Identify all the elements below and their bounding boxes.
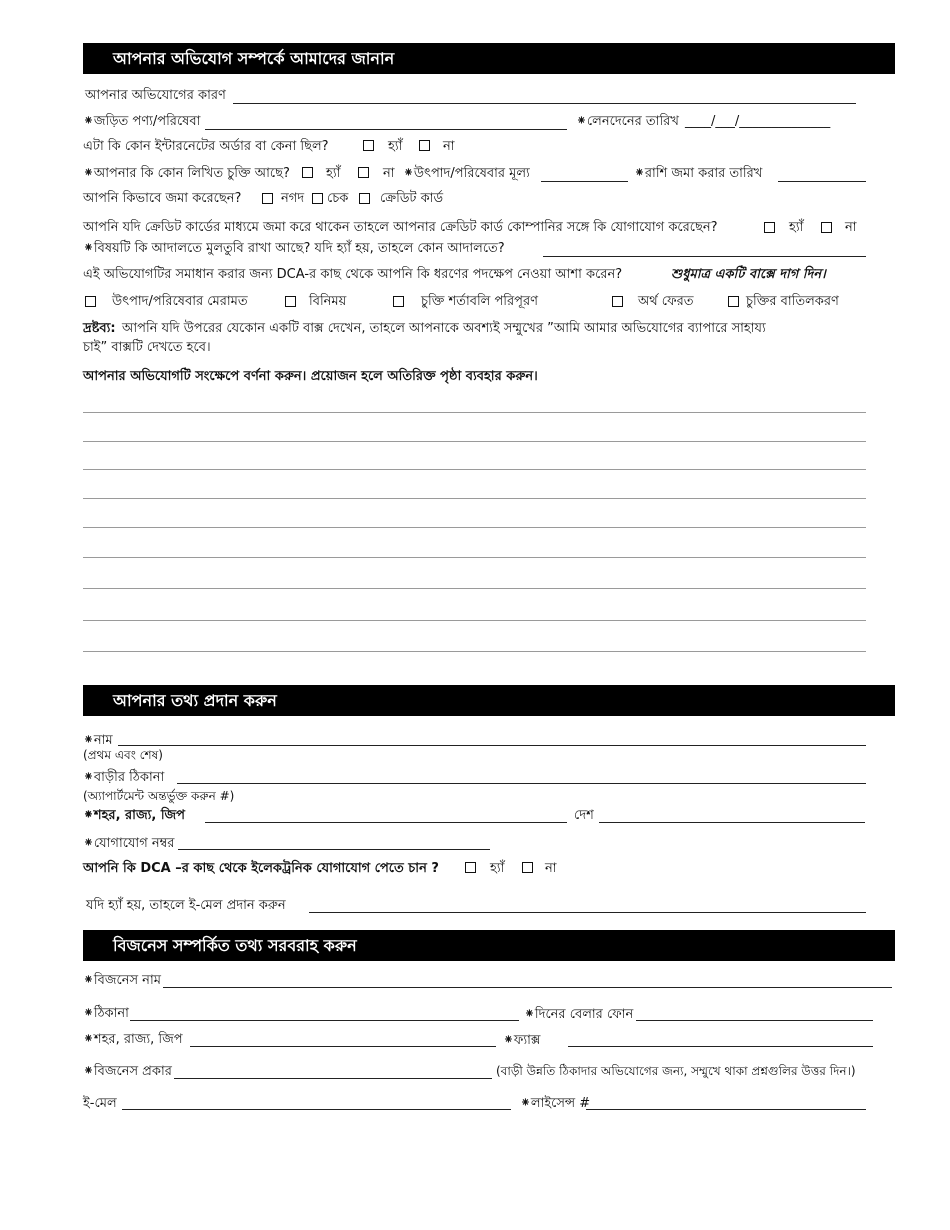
cc-contact-no-label: না (845, 220, 857, 235)
contact-number-label: ⁕যোগাযোগ নম্বর (83, 836, 175, 851)
name-hint: (প্রথম এবং শেষ) (83, 748, 163, 762)
fax-label: ⁕ফ্যাক্স (503, 1033, 541, 1048)
reason-field[interactable] (233, 87, 856, 104)
contract-yes-checkbox[interactable] (302, 167, 313, 178)
contract-no-checkbox[interactable] (358, 167, 369, 178)
business-email-label: ই-মেল (83, 1096, 117, 1111)
check-label: চেক (327, 191, 349, 206)
business-name-label: ⁕বিজনেস নাম (83, 973, 161, 988)
description-line[interactable] (83, 498, 866, 499)
section-title: বিজনেস সম্পর্কিত তথ্য সরবরাহ করুন (113, 936, 357, 955)
internet-no-label: না (443, 139, 455, 154)
cc-contact-question: আপনি যদি ক্রেডিট কার্ডের মাধ্যমে জমা করে থাকেন তাহলে আপনার ক্রেডিট কার্ড কোম্পানির সঙ্গে কি যোগাযোগ করেছেন? (83, 220, 718, 235)
description-line[interactable] (83, 620, 866, 621)
option-repair-checkbox[interactable] (85, 296, 96, 307)
description-line[interactable] (83, 588, 866, 589)
reason-label: আপনার অভিযোগের কারণ (85, 88, 226, 103)
cash-checkbox[interactable] (262, 193, 273, 204)
cash-label: নগদ (281, 191, 305, 206)
court-field[interactable] (543, 240, 866, 257)
cc-contact-yes-label: হ্যাঁ (789, 220, 804, 235)
section-header-your-info (83, 685, 895, 716)
electronic-no-label: না (545, 861, 557, 876)
transaction-date-field[interactable]: ____/___/______________ (685, 114, 831, 129)
country-label: দেশ (574, 808, 594, 823)
credit-card-checkbox[interactable] (359, 193, 370, 204)
home-address-hint: (অ্যাপার্টমেন্ট অন্তর্ভুক্ত করুন #) (83, 789, 235, 803)
cc-contact-yes-checkbox[interactable] (764, 222, 775, 233)
option-refund-label: অর্থ ফেরত (638, 294, 694, 309)
option-fulfill-label: চুক্তি শর্তাবলি পরিপূরণ (421, 294, 539, 309)
business-address-field[interactable] (130, 1004, 519, 1021)
payment-method-question: আপনি কিভাবে জমা করেছেন? (83, 191, 242, 206)
description-line[interactable] (83, 651, 866, 652)
price-field[interactable] (541, 165, 628, 182)
description-line[interactable] (83, 557, 866, 558)
electronic-yes-label: হ্যাঁ (490, 861, 505, 876)
business-address-label: ⁕ঠিকানা (83, 1006, 129, 1021)
section-header-complaint (83, 43, 895, 74)
day-phone-field[interactable] (636, 1004, 873, 1021)
email-label: যদি হ্যাঁ হয়, তাহলে ই-মেল প্রদান করুন (86, 898, 286, 913)
option-cancel-label: চুক্তির বাতিলকরণ (746, 294, 839, 309)
home-address-label: ⁕বাড়ীর ঠিকানা (83, 770, 165, 785)
contract-no-label: না (383, 166, 395, 181)
product-field[interactable] (205, 113, 567, 130)
transaction-date-label: ⁕লেনদেনের তারিখ (576, 114, 679, 129)
option-refund-checkbox[interactable] (612, 296, 623, 307)
product-label: ⁕জড়িত পণ্য/পরিষেবা (83, 114, 201, 129)
internet-no-checkbox[interactable] (419, 140, 430, 151)
business-city-label: ⁕শহর, রাজ্য, জিপ (83, 1032, 183, 1047)
note-label: দ্রষ্টব্য: (83, 321, 116, 336)
describe-instruction: আপনার অভিযোগটি সংক্ষেপে বর্ণনা করুন। প্রয়োজন হলে অতিরিক্ত পৃষ্ঠা ব্যবহার করুন। (83, 369, 538, 384)
section-header-business (83, 930, 895, 961)
license-label: ⁕লাইসেন্স # (520, 1096, 591, 1111)
deposit-date-label: ⁕রাশি জমা করার তারিখ (634, 166, 763, 181)
resolution-question: এই অভিযোগটির সমাধান করার জন্য DCA-র কাছ থেকে আপনি কি ধরণের পদক্ষেপ নেওয়া আশা করেন? (83, 267, 623, 282)
email-field[interactable] (309, 896, 866, 913)
contact-number-field[interactable] (178, 833, 490, 850)
price-label: ⁕উৎপাদ/পরিষেবার মূল্য (403, 166, 530, 181)
section-title: আপনার অভিযোগ সম্পর্কে আমাদের জানান (113, 49, 395, 68)
note-line-2: চাই” বাক্সটি দেখতে হবে। (83, 340, 211, 355)
description-line[interactable] (83, 527, 866, 528)
electronic-no-checkbox[interactable] (522, 862, 533, 873)
internet-question: এটা কি কোন ইন্টারনেটের অর্ডার বা কেনা ছিল? (83, 139, 329, 154)
deposit-date-field[interactable] (778, 165, 866, 182)
country-field[interactable] (599, 806, 865, 823)
option-repair-label: উৎপাদ/পরিষেবার মেরামত (112, 294, 248, 309)
business-name-field[interactable] (163, 971, 892, 988)
court-question: ⁕বিষয়টি কি আদালতে মুলতুবি রাখা আছে? যদি হ্যাঁ হয়, তাহলে কোন আদালতে? (83, 241, 505, 256)
description-line[interactable] (83, 412, 866, 413)
business-email-field[interactable] (122, 1093, 511, 1110)
business-type-hint: (বাড়ী উন্নতি ঠিকাদার অভিযোগের জন্য, সম্মুখে থাকা প্রশ্নগুলির উত্তর দিন।) (496, 1064, 856, 1078)
business-type-label: ⁕বিজনেস প্রকার (83, 1064, 172, 1079)
electronic-contact-question: আপনি কি DCA –র কাছ থেকে ইলেকট্রনিক যোগাযোগ পেতে চান ? (83, 861, 439, 876)
fax-field[interactable] (568, 1030, 873, 1047)
option-exchange-label: বিনিময় (309, 294, 347, 309)
check-checkbox[interactable] (312, 193, 323, 204)
option-fulfill-checkbox[interactable] (393, 296, 404, 307)
name-field[interactable] (118, 729, 866, 746)
option-cancel-checkbox[interactable] (728, 296, 739, 307)
city-state-zip-label: ⁕শহর, রাজ্য, জিপ (83, 808, 185, 823)
cc-contact-no-checkbox[interactable] (821, 222, 832, 233)
license-field[interactable] (586, 1093, 866, 1110)
option-exchange-checkbox[interactable] (285, 296, 296, 307)
section-title: আপনার তথ্য প্রদান করুন (113, 691, 277, 710)
city-state-zip-field[interactable] (205, 806, 567, 823)
day-phone-label: ⁕দিনের বেলার ফোন (524, 1007, 634, 1022)
description-line[interactable] (83, 441, 866, 442)
electronic-yes-checkbox[interactable] (465, 862, 476, 873)
business-type-field[interactable] (174, 1062, 492, 1079)
internet-yes-label: হ্যাঁ (388, 139, 403, 154)
one-box-only-note: শুধুমাত্র একটি বাক্সে দাগ দিন। (671, 267, 826, 282)
name-label: ⁕নাম (83, 733, 113, 748)
home-address-field[interactable] (177, 767, 866, 784)
note-line-1: আপনি যদি উপরের যেকোন একটি বাক্স দেখেন, তাহলে আপনাকে অবশ্যই সম্মুখের ”আমি আমার অভিযোগের ব্যাপারে সাহায্য (122, 321, 766, 336)
credit-card-label: ক্রেডিট কার্ড (380, 191, 444, 206)
contract-question: ⁕আপনার কি কোন লিখিত চুক্তি আছে? (83, 166, 290, 181)
internet-yes-checkbox[interactable] (363, 140, 374, 151)
contract-yes-label: হ্যাঁ (326, 166, 341, 181)
business-city-field[interactable] (190, 1030, 496, 1047)
description-line[interactable] (83, 469, 866, 470)
